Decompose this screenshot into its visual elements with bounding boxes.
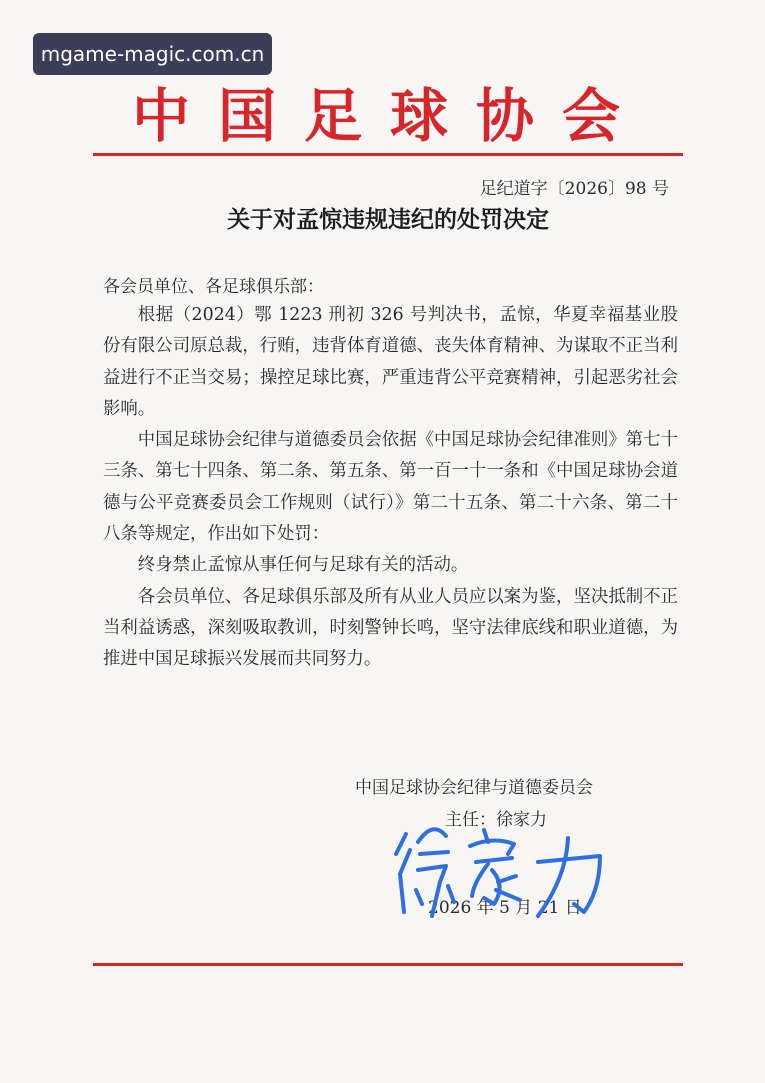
salutation: 各会员单位、各足球俱乐部：	[103, 277, 324, 297]
issue-date: 2026 年 5 月 21 日	[428, 898, 582, 918]
paragraph-warning: 各会员单位、各足球俱乐部及所有从业人员应以案为鉴，坚决抵制不正当利益诱惑，深刻吸取教训，时刻警钟长鸣，坚守法律底线和职业道德，为推进中国足球振兴发展而共同努力。	[103, 586, 678, 670]
director-line: 主任：徐家力	[445, 810, 547, 830]
header-red-rule	[93, 153, 683, 156]
handwritten-signature	[388, 812, 618, 927]
paragraph-basis: 中国足球协会纪律与道德委员会依据《中国足球协会纪律准则》第七十三条、第七十四条、第二条、第五条、第一百一十一条和《中国足球协会道德与公平竞赛委员会工作规则（试行）》第二十五条、第二十六条、第二十八条等规定，作出如下处罚：	[103, 430, 678, 545]
paragraph-verdict: 根据（2024）鄂 1223 刑初 326 号判决书，孟惊，华夏幸福基业股份有限公司原总裁，行贿，违背体育道德、丧失体育精神、为谋取不正当利益进行不正当交易；操控足球比赛，严重违背公平竞赛精神，引起恶劣社会影响。	[103, 305, 678, 419]
document-title: 关于对孟惊违规违纪的处罚决定	[227, 206, 549, 233]
footer-red-rule	[93, 963, 683, 966]
paragraph-penalty: 终身禁止孟惊从事任何与足球有关的活动。	[137, 555, 469, 576]
watermark-badge: mgame-magic.com.cn	[33, 33, 272, 75]
letterhead-title: 中国足球协会	[131, 82, 648, 150]
document-body	[103, 300, 678, 676]
document-number: 足纪道字〔2026〕98 号	[479, 179, 669, 199]
issuer-name: 中国足球协会纪律与道德委员会	[355, 778, 593, 798]
